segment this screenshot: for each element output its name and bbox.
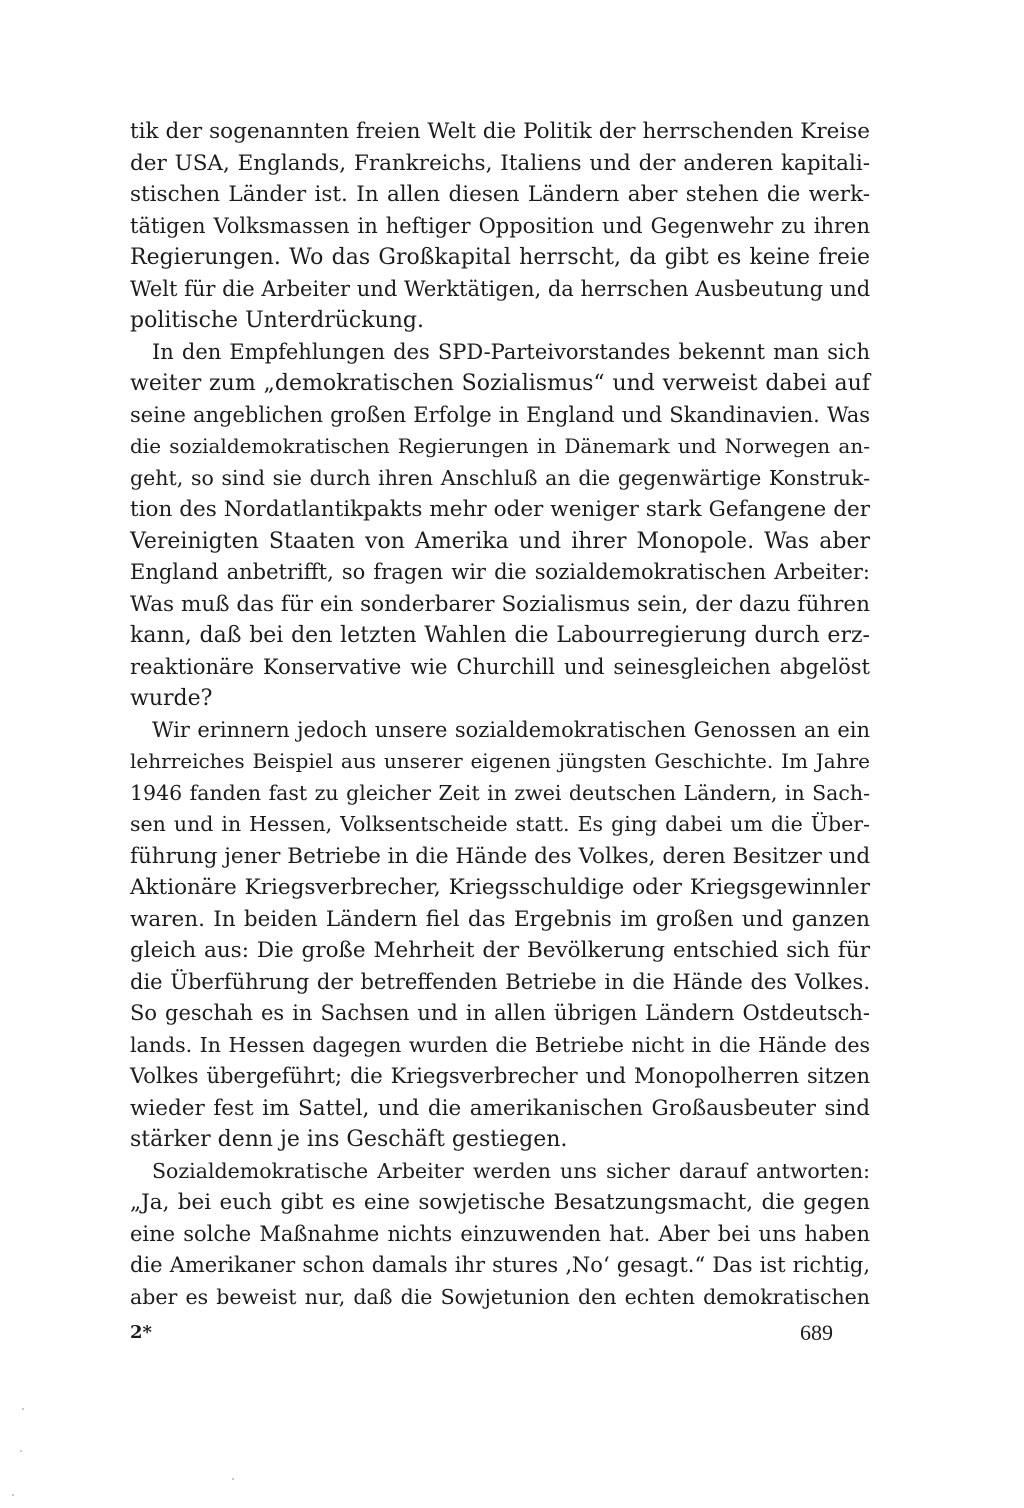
text-line: gleich aus: Die große Mehrheit der Bevölkerung entschied sich für [130,938,870,963]
text-line: aber es beweist nur, daß die Sowjetunion den echten demokratischen [130,1284,870,1309]
text-line: stischen Länder ist. In allen diesen Ländern aber stehen die werk- [130,182,870,207]
text-line: waren. In beiden Ländern fiel das Ergebnis im großen und ganzen [130,906,870,932]
text-line: reaktionäre Konservative wie Churchill und seinesgleichen abgelöst [130,654,870,679]
text-line: lehrreiches Beispiel aus unserer eigenen jüngsten Geschichte. Im Jahre [130,749,870,773]
text-line: geht, so sind sie durch ihren Anschluß an die gegenwärtige Konstruk- [130,465,870,490]
text-line: tion des Nordatlantikpakts mehr oder weniger stark Gefangene der [130,497,870,522]
text-line: die Überführung der betreffenden Betriebe in die Hände des Volkes. [130,969,870,994]
text-line: Was muß das für ein sonderbarer Sozialismus sein, der dazu führen [130,591,870,617]
text-line: „Ja, bei euch gibt es eine sowjetische Besatzungsmacht, die gegen [130,1190,870,1215]
text-line: wieder fest im Sattel, und die amerikanischen Großausbeuter sind [130,1095,870,1121]
text-line: seine angeblichen großen Erfolge in England und Skandinavien. Was [130,402,870,427]
text-line: weiter zum „demokratischen Sozialismus“ und verweist dabei auf [130,371,870,396]
text-line: eine solche Maßnahme nichts einzuwenden hat. Aber bei uns haben [130,1221,870,1246]
text-line: der USA, Englands, Frankreichs, Italiens und der anderen kapitali- [130,150,870,176]
text-line: lands. In Hessen dagegen wurden die Betriebe nicht in die Hände des [130,1032,870,1057]
paper-speck [12,1494,14,1496]
text-line: In den Empfehlungen des SPD-Parteivorstandes bekennt man sich [152,339,870,364]
paper-speck [232,1478,234,1480]
text-line: wurde? [130,686,213,711]
text-line: Wir erinnern jedoch unsere sozialdemokratischen Genossen an ein [152,717,870,742]
text-line: So geschah es in Sachsen und in allen übrigen Ländern Ostdeutsch- [130,1001,870,1025]
text-line: England anbetrifft, so fragen wir die sozialdemokratischen Arbeiter: [130,560,870,584]
page-number: 689 [800,1320,833,1345]
text-line: Volkes übergeführt; die Kriegsverbrecher und Monopolherren sitzen [130,1064,870,1088]
body-text [130,116,870,1313]
text-line: kann, daß bei den letzten Wahlen die Labourregierung durch erz- [130,623,870,648]
text-line: Welt für die Arbeiter und Werktätigen, da herrschen Ausbeutung und [130,276,871,301]
text-line: politische Unterdrückung. [130,308,424,333]
text-line: die Amerikaner schon damals ihr stures ‚No‘ gesagt.“ Das ist richtig, [130,1253,870,1277]
text-line: die sozialdemokratischen Regierungen in Dänemark und Norwegen an- [130,434,870,458]
paper-speck [22,1408,24,1410]
text-line: führung jener Betriebe in die Hände des Volkes, deren Besitzer und [130,843,871,869]
signature-mark: 2* [130,1322,152,1343]
text-line: stärker denn je ins Geschäft gestiegen. [130,1127,568,1152]
text-line: Aktionäre Kriegsverbrecher, Kriegsschuldige oder Kriegsgewinnler [130,875,870,900]
text-line: Sozialdemokratische Arbeiter werden uns sicher darauf antworten: [152,1158,870,1183]
text-line: tätigen Volksmassen in heftiger Opposition und Gegenwehr zu ihren [130,213,870,238]
text-line: 1946 fanden fast zu gleicher Zeit in zwei deutschen Ländern, in Sach- [130,780,870,805]
text-line: Regierungen. Wo das Großkapital herrscht, da gibt es keine freie [130,245,870,270]
text-line: Vereinigten Staaten von Amerika und ihrer Monopole. Was aber [130,528,870,554]
text-line: sen und in Hessen, Volksentscheide statt. Es ging dabei um die Über- [130,812,870,836]
text-line: tik der sogenannten freien Welt die Politik der herrschenden Kreise [130,119,870,144]
paper-speck [20,1450,22,1452]
